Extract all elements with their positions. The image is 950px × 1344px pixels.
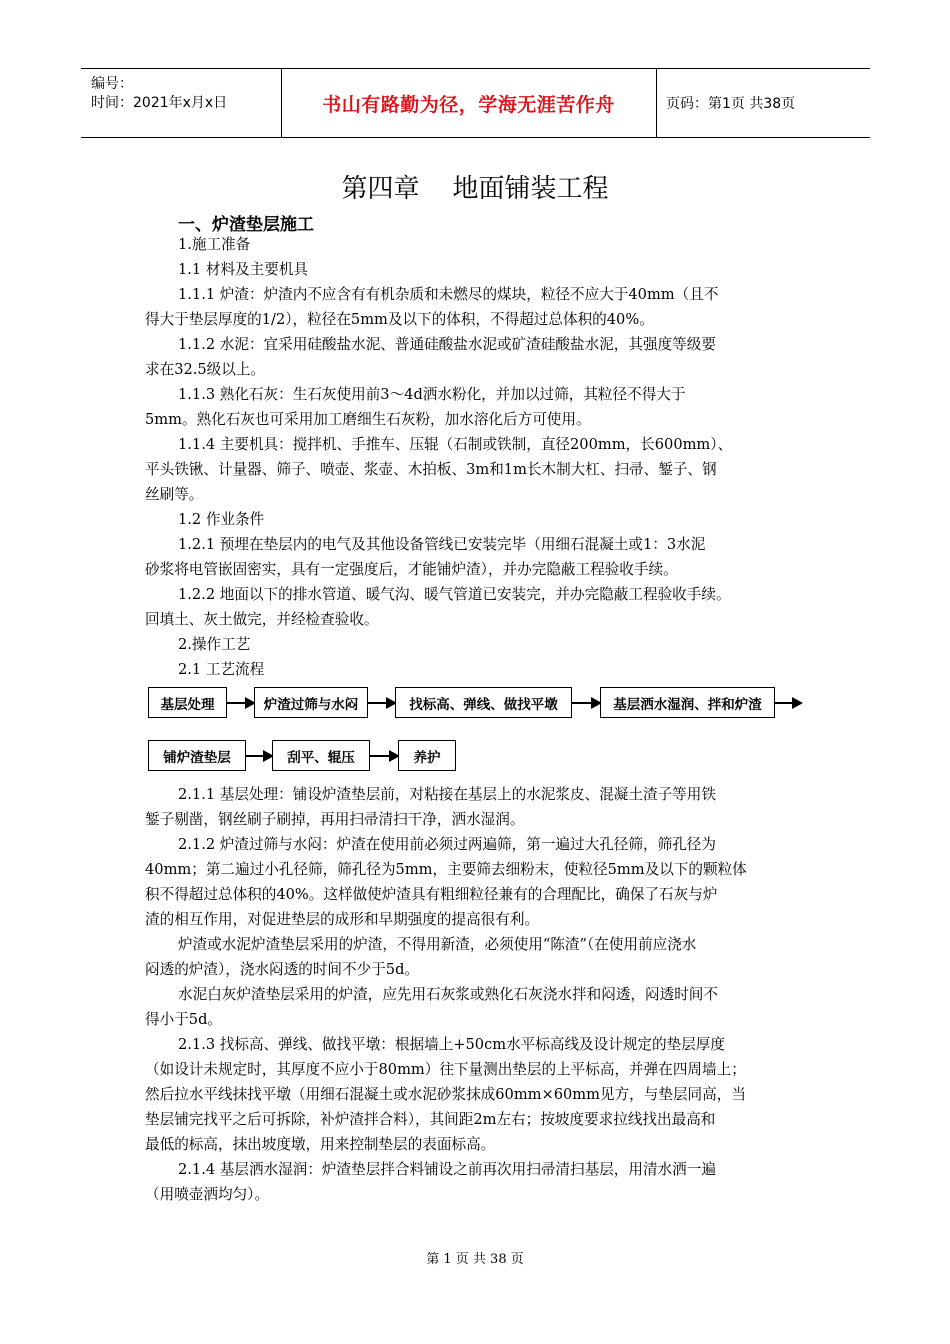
flow-step: 炉渣过筛与水闷 xyxy=(254,687,368,718)
text-line: 1.1.4 主要机具：搅拌机、手推车、压辊（石制或铁制，直径200mm，长600mm）、 xyxy=(178,436,733,453)
text-line: 垫层铺完找平之后可拆除，补炉渣拌合料），其间距2m左右；按坡度要求拉线找出最高和 xyxy=(145,1111,716,1128)
text-line: 2.1 工艺流程 xyxy=(178,661,265,678)
chapter-title: 第四章 地面铺装工程 xyxy=(341,174,609,204)
text-line: 闷透的炉渣），浇水闷透的时间不少于5d。 xyxy=(145,961,420,978)
header-info-cell xyxy=(81,69,282,137)
text-line: 积不得超过总体积的40%。这样做使炉渣具有粗细粒径兼有的合理配比，确保了石灰与炉 xyxy=(145,886,718,903)
section-heading: 一、炉渣垫层施工 xyxy=(178,215,314,235)
slogan: 书山有路勤为径，学海无涯苦作舟 xyxy=(281,69,657,137)
text-line: 然后拉水平线抹找平墩（用细石混凝土或水泥砂浆抹成60mm×60mm见方，与垫层同高，当 xyxy=(145,1086,746,1103)
text-line: 5mm。熟化石灰也可采用加工磨细生石灰粉，加水溶化后方可使用。 xyxy=(145,411,591,428)
flow-step: 找标高、弹线、做找平墩 xyxy=(395,687,572,718)
text-line: 丝刷等。 xyxy=(145,486,204,503)
date-label: 时间：2021年x月x日 xyxy=(91,95,228,111)
text-line: 2.1.3 找标高、弹线、做找平墩：根据墙上+50cm水平标高线及设计规定的垫层厚度 xyxy=(178,1036,725,1053)
text-line: 2.1.4 基层洒水湿润：炉渣垫层拌合料铺设之前再次用扫帚清扫基层，用清水洒一遍 xyxy=(178,1161,716,1178)
page-label: 页码：第1页 共38页 xyxy=(666,96,796,112)
text-line: 砂浆将电管嵌固密实，具有一定强度后，才能铺炉渣），并办完隐蔽工程验收手续。 xyxy=(145,561,678,578)
flow-arrow xyxy=(572,702,600,704)
flow-arrow xyxy=(775,702,801,704)
header-table xyxy=(81,68,870,138)
flow-arrow xyxy=(227,702,254,704)
text-line: 1.施工准备 xyxy=(178,236,251,253)
text-line: 水泥白灰炉渣垫层采用的炉渣，应先用石灰浆或熟化石灰浇水拌和闷透，闷透时间不 xyxy=(178,986,718,1003)
flow-step: 基层洒水湿润、拌和炉渣 xyxy=(600,687,775,718)
flow-step: 铺炉渣垫层 xyxy=(148,740,246,771)
flow-arrow xyxy=(246,755,272,757)
text-line: 渣的相互作用，对促进垫层的成形和早期强度的提高很有利。 xyxy=(145,911,540,928)
text-line: 1.1.2 水泥：宜采用硅酸盐水泥、普通硅酸盐水泥或矿渣硅酸盐水泥，其强度等级要 xyxy=(178,336,716,353)
text-line: 炉渣或水泥炉渣垫层采用的炉渣，不得用新渣，必须使用“陈渣”（在使用前应浇水 xyxy=(178,936,697,953)
text-line: （如设计未规定时，其厚度不应小于80mm）往下量测出垫层的上平标高，并弹在四周墙上； xyxy=(145,1061,746,1078)
text-line: 2.1.1 基层处理：铺设炉渣垫层前，对粘接在基层上的水泥浆皮、混凝土渣子等用铁 xyxy=(178,786,716,803)
text-line: 求在32.5级以上。 xyxy=(145,361,266,378)
text-line: 1.1.1 炉渣：炉渣内不应含有有机杂质和未燃尽的煤块，粒径不应大于40mm（且不 xyxy=(178,286,719,303)
text-line: 40mm；第二遍过小孔径筛，筛孔径为5mm，主要筛去细粉末，使粒径5mm及以下的颗粒体 xyxy=(145,861,747,878)
text-line: 2.1.2 炉渣过筛与水闷：炉渣在使用前必须过两遍筛，第一遍过大孔径筛，筛孔径为 xyxy=(178,836,716,853)
text-line: 錾子剔凿，钢丝刷子刷掉，再用扫帚清扫干净，洒水湿润。 xyxy=(145,811,525,828)
text-line: 回填土、灰土做完，并经检查验收。 xyxy=(145,611,379,628)
flow-arrow xyxy=(370,755,398,757)
text-line: 1.1.3 熟化石灰：生石灰使用前3～4d洒水粉化，并加以过筛，其粒径不得大于 xyxy=(178,386,686,403)
text-line: 平头铁锹、计量器、筛子、喷壶、浆壶、木拍板、3m和1m长木制大杠、扫帚、錾子、钢 xyxy=(145,461,717,478)
flow-arrow xyxy=(368,702,395,704)
flow-step: 养护 xyxy=(398,740,456,771)
text-line: 1.2.2 地面以下的排水管道、暖气沟、暖气管道已安装完，并办完隐蔽工程验收手续。 xyxy=(178,586,731,603)
text-line: 1.1 材料及主要机具 xyxy=(178,261,309,278)
text-line: 1.2 作业条件 xyxy=(178,511,265,528)
page-footer: 第 1 页 共 38 页 xyxy=(426,1252,524,1267)
text-line: 1.2.1 预埋在垫层内的电气及其他设备管线已安装完毕（用细石混凝土或1：3水泥 xyxy=(178,536,706,553)
flow-step: 基层处理 xyxy=(148,687,227,718)
text-line: （用喷壶洒均匀）。 xyxy=(145,1186,270,1203)
text-line: 得大于垫层厚度的1/2），粒径在5mm及以下的体积，不得超过总体积的40%。 xyxy=(145,311,654,328)
text-line: 得小于5d。 xyxy=(145,1011,223,1028)
number-label: 编号： xyxy=(91,76,133,92)
flow-step: 刮平、辊压 xyxy=(272,740,370,771)
text-line: 2.操作工艺 xyxy=(178,636,251,653)
text-line: 最低的标高，抹出坡度墩，用来控制垫层的表面标高。 xyxy=(145,1136,496,1153)
